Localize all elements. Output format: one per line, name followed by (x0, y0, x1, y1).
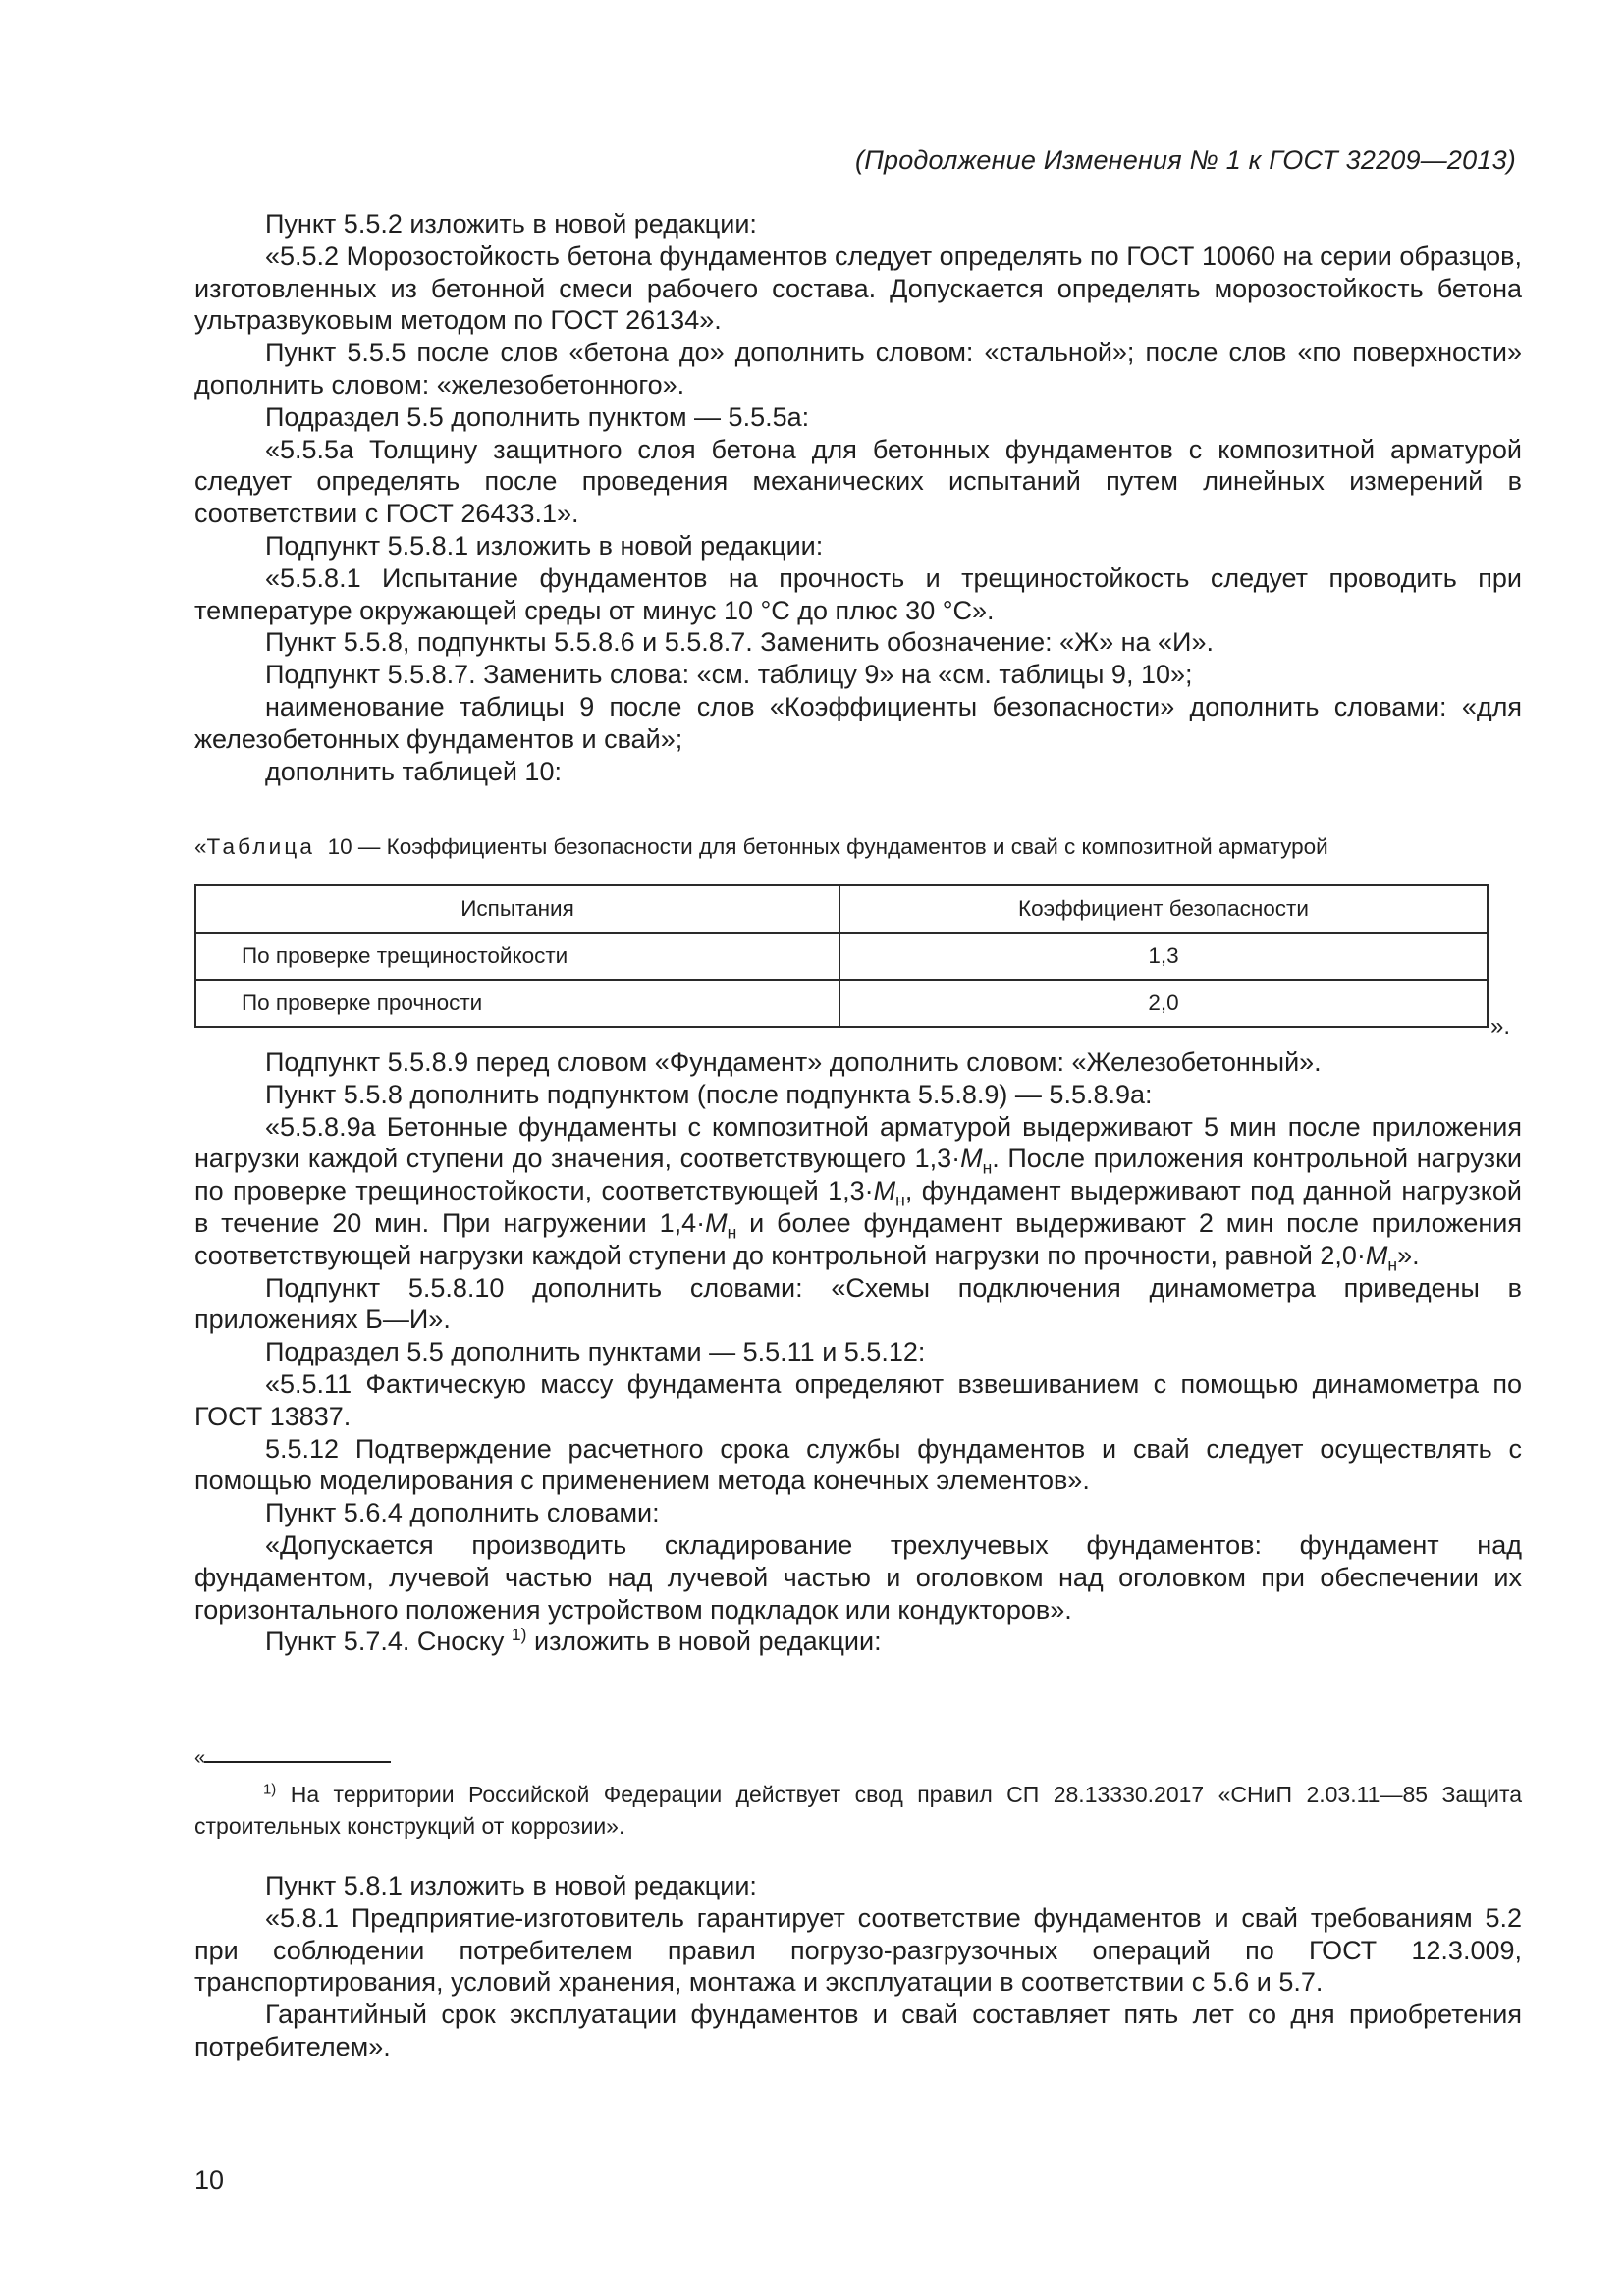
paragraph: Подпункт 5.5.8.1 изложить в новой редакции: (265, 530, 824, 561)
text-run: изложить в новой редакции: (534, 1627, 882, 1657)
paragraph: 5.5.12 Подтверждение расчетного срока службы фундаментов и свай следует осуществлять с помощью моделирования с применением метода конечных элементов». (194, 1433, 1522, 1496)
footnote-mark: 1) (263, 1781, 277, 1798)
paragraph: «5.8.1 Предприятие-изготовитель гарантирует соответствие фундаментов и свай требованиям 5.2 при соблюдении потребителем правил погрузо-разгрузочных операций по ГОСТ 12.3.009, транспортирования, условий хранения, монтажа и эксплуатации в соответствии с 5.6 и 5.7. (194, 1902, 1522, 1998)
paragraph-footnote-ref (194, 1626, 1522, 1658)
text-block-top (194, 208, 1522, 787)
table-cell: По проверке трещиностойкости (195, 933, 839, 980)
paragraph: Пункт 5.6.4 дополнить словами: (265, 1498, 660, 1528)
footnote-text (194, 1779, 1522, 1842)
paragraph: Пункт 5.5.5 после слов «бетона до» дополнить словом: «стальной»; после слов «по поверхности» дополнить словом: «железобетонного». (194, 338, 1522, 400)
text-block-bottom (194, 1870, 1522, 2063)
paragraph: Пункт 5.5.8 дополнить подпунктом (после подпункта 5.5.8.9) — 5.5.8.9а: (265, 1079, 1153, 1109)
paragraph: Подпункт 5.5.8.7. Заменить слова: «см. таблицу 9» на «см. таблицы 9, 10»; (265, 660, 1193, 690)
footnote-body: На территории Российской Федерации действует свод правил СП 28.13330.2017 «СНиП 2.03.11—85 Защита строительных конструкций от коррозии». (194, 1782, 1523, 1839)
footnote-divider (204, 1761, 391, 1763)
text-run: Пункт 5.7.4. Сноску (265, 1627, 505, 1657)
paragraph: Подраздел 5.5 дополнить пунктами — 5.5.11 и 5.5.12: (265, 1337, 926, 1367)
text-run: ». (1397, 1240, 1420, 1270)
paragraph: «5.5.5а Толщину защитного слоя бетона для бетонных фундаментов с композитной арматурой следует определять после проведения механических испытаний путем линейных измерений в соответствии с ГОСТ 26433.1». (194, 434, 1522, 529)
text-block-middle (194, 1046, 1522, 1658)
paragraph: «5.5.2 Морозостойкость бетона фундаментов следует определять по ГОСТ 10060 на серии образцов, изготовленных из бетонной смеси рабочего состава. Допускается определять морозостойкость бетона ультразвуковым методом по ГОСТ 26134». (194, 240, 1522, 336)
paragraph: Пункт 5.5.2 изложить в новой редакции: (265, 209, 757, 239)
paragraph: «Допускается производить складирование трехлучевых фундаментов: фундамент над фундаментом, лучевой частью над лучевой частью и оголовком над оголовком при обеспечении их горизонтального положения устройством подкладок или кондукторов». (194, 1529, 1522, 1625)
page-number: 10 (194, 2165, 225, 2195)
table-cell: 1,3 (839, 933, 1488, 980)
table-row (195, 980, 1488, 1027)
text-run: , фундамент выдерживают под данной нагрузкой в течение 20 мин. При нагружении 1,4· (194, 1176, 1522, 1238)
caption-text: 10 — Коэффициенты безопасности для бетонных фундаментов и свай с композитной арматурой (327, 834, 1328, 859)
paragraph: Пункт 5.5.8, подпункты 5.5.8.6 и 5.5.8.7. Заменить обозначение: «Ж» на «И». (265, 627, 1214, 658)
footnote-ref-mark: 1) (511, 1625, 527, 1645)
running-header: (Продолжение Изменения № 1 к ГОСТ 32209—2013) (855, 145, 1516, 175)
paragraph-formula (194, 1111, 1522, 1275)
paragraph: наименование таблицы 9 после слов «Коэффициенты безопасности» дополнить словами: «для железобетонных фундаментов и свай»; (194, 691, 1522, 754)
text-run: . После приложения контрольной нагрузки по проверке трещиностойкости, соответствующей 1,3· (194, 1144, 1522, 1206)
table-header-tests: Испытания (195, 885, 839, 933)
paragraph: «5.5.8.1 Испытание фундаментов на прочность и трещиностойкость следует проводить при температуре окружающей среды от минус 10 °С до плюс 30 °С». (194, 562, 1522, 625)
symbol-M: M (1365, 1240, 1388, 1270)
table-cell: 2,0 (839, 980, 1488, 1027)
text-run: «5.5.8.9а Бетонные фундаменты с композитной арматурой выдерживают 5 мин после приложения нагрузки каждой ступени до значения, соответствующего 1,3· (194, 1111, 1522, 1174)
paragraph: «5.5.11 Фактическую массу фундамента определяют взвешиванием с помощью динамометра по ГОСТ 13837. (194, 1368, 1522, 1431)
text-run: и более фундамент выдерживают 2 мин после приложения соответствующей нагрузки каждой ступени до контрольной нагрузки по прочности, равной 2,0· (194, 1207, 1522, 1270)
paragraph: Подраздел 5.5 дополнить пунктом — 5.5.5а: (265, 401, 810, 432)
footnote-open-quote: « (194, 1747, 206, 1769)
paragraph: Подпункт 5.5.8.9 перед словом «Фундамент» дополнить словом: «Железобетонный». (265, 1047, 1322, 1077)
caption-open-quote: « (194, 834, 207, 859)
safety-factors-table (194, 884, 1489, 1028)
paragraph: Подпункт 5.5.8.10 дополнить словами: «Схемы подключения динамометра приведены в приложениях Б—И». (194, 1272, 1522, 1335)
subscript-n: н (895, 1190, 905, 1210)
table-row (195, 933, 1488, 980)
footnote (194, 1779, 1522, 1842)
paragraph: дополнить таблицей 10: (265, 756, 562, 786)
table-header-coefficient: Коэффициент безопасности (839, 885, 1488, 933)
symbol-M: M (960, 1144, 983, 1174)
subscript-n: н (1387, 1255, 1398, 1275)
subscript-n: н (982, 1157, 993, 1178)
subscript-n: н (727, 1222, 737, 1243)
paragraph: Пункт 5.8.1 изложить в новой редакции: (265, 1871, 757, 1900)
paragraph: Гарантийный срок эксплуатации фундаментов и свай составляет пять лет со дня приобретения потребителем». (194, 2000, 1522, 2061)
caption-label: Таблица (206, 834, 316, 859)
table-closing-quote: ». (1490, 1013, 1511, 1040)
table-caption (194, 834, 1328, 860)
symbol-M: M (705, 1207, 728, 1238)
table-header-row (195, 885, 1488, 933)
table-cell: По проверке прочности (195, 980, 839, 1027)
symbol-M: M (873, 1176, 896, 1206)
